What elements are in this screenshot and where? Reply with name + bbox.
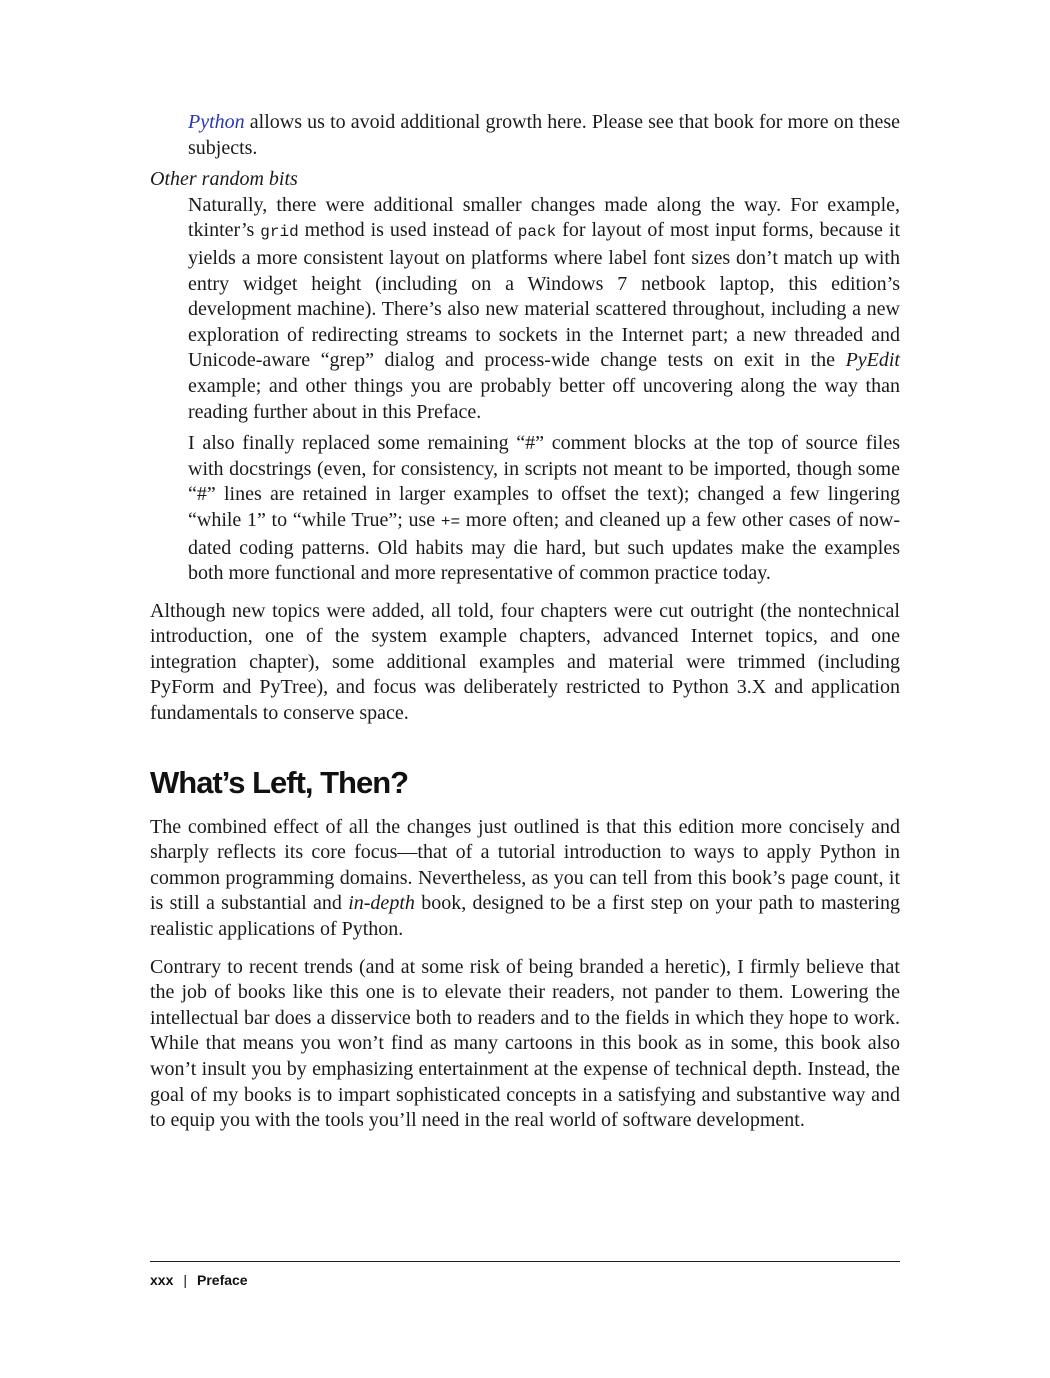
other-bits-paragraph-1: Naturally, there were additional smaller changes made along the way. For example, tkinter’s grid method is used instead of pack for layout of most input forms, because it yields a more consistent layout on platforms where label font sizes don’t match up with entry widget height (including on a Windows 7 netbook laptop, this edition’s development machine). There’s also new material scattered throughout, including a new exploration of redirecting streams to sockets in the Internet part; a new threaded and Unicode-aware “grep” dialog and process-wide change tests on exit in the PyEdit example; and other things you are probably better off uncovering along the way than reading further about in this Preface.	[188, 193, 900, 423]
book-link[interactable]: Python	[188, 111, 245, 133]
bullet-tail-paragraph	[188, 110, 900, 161]
pyedit-term: PyEdit	[845, 349, 900, 372]
code-plus-equals: +=	[440, 512, 461, 531]
in-depth-term: in-depth	[348, 892, 415, 915]
code-pack: pack	[517, 223, 557, 242]
section-paragraph-1: The combined effect of all the changes just outlined is that this edition more concisely and sharply reflects its core focus—that of a tutorial introduction to ways to apply Python in common programming domains. Nevertheless, as you can tell from this book’s page count, it is still a substantial and in-depth book, designed to be a first step on your path to mastering realistic applications of Python.	[150, 815, 900, 941]
code-grid: grid	[260, 223, 299, 242]
page-body	[150, 110, 900, 1134]
other-bits-paragraph-2: I also finally replaced some remaining “#” comment blocks at the top of source files with docstrings (even, for consistency, in scripts not meant to be imported, though some “#” lines are retained in larger examples to offset the text); changed a few lingering “while 1” to “while True”; use += more often; and cleaned up a few other cases of now-dated coding patterns. Old habits may die hard, but such updates make the examples both more functional and more representative of common practice today.	[188, 432, 900, 585]
section-paragraph-2: Contrary to recent trends (and at some risk of being branded a heretic), I firmly believe that the job of books like this one is to elevate their readers, not pander to them. Lowering the intellectual bar does a disservice both to readers and to the fields in which they hope to work. While that means you won’t find as many cartoons in this book as in some, this book also won’t insult you by emphasizing entertainment at the expense of technical depth. Instead, the goal of my books is to impart sophisticated concepts in a satisfying and substantive way and to equip you with the tools you’ll need in the real world of software development.	[150, 955, 900, 1132]
footer-separator: |	[183, 1272, 187, 1288]
footer-section-title: Preface	[197, 1272, 248, 1288]
page-footer	[150, 1261, 900, 1288]
summary-paragraph: Although new topics were added, all told, four chapters were cut outright (the nontechnical introduction, one of the system example chapters, advanced Internet topics, and one integration chapter), some additional examples and material were trimmed (including PyForm and PyTree), and focus was deliberately restricted to Python 3.X and application fundamentals to conserve space.	[150, 599, 900, 725]
page-number: xxx	[150, 1272, 174, 1288]
section-heading: What’s Left, Then?	[150, 764, 409, 800]
bullet-tail-text: allows us to avoid additional growth here. Please see that book for more on these subjects.	[188, 111, 900, 159]
term-other-random-bits: Other random bits	[150, 168, 298, 191]
